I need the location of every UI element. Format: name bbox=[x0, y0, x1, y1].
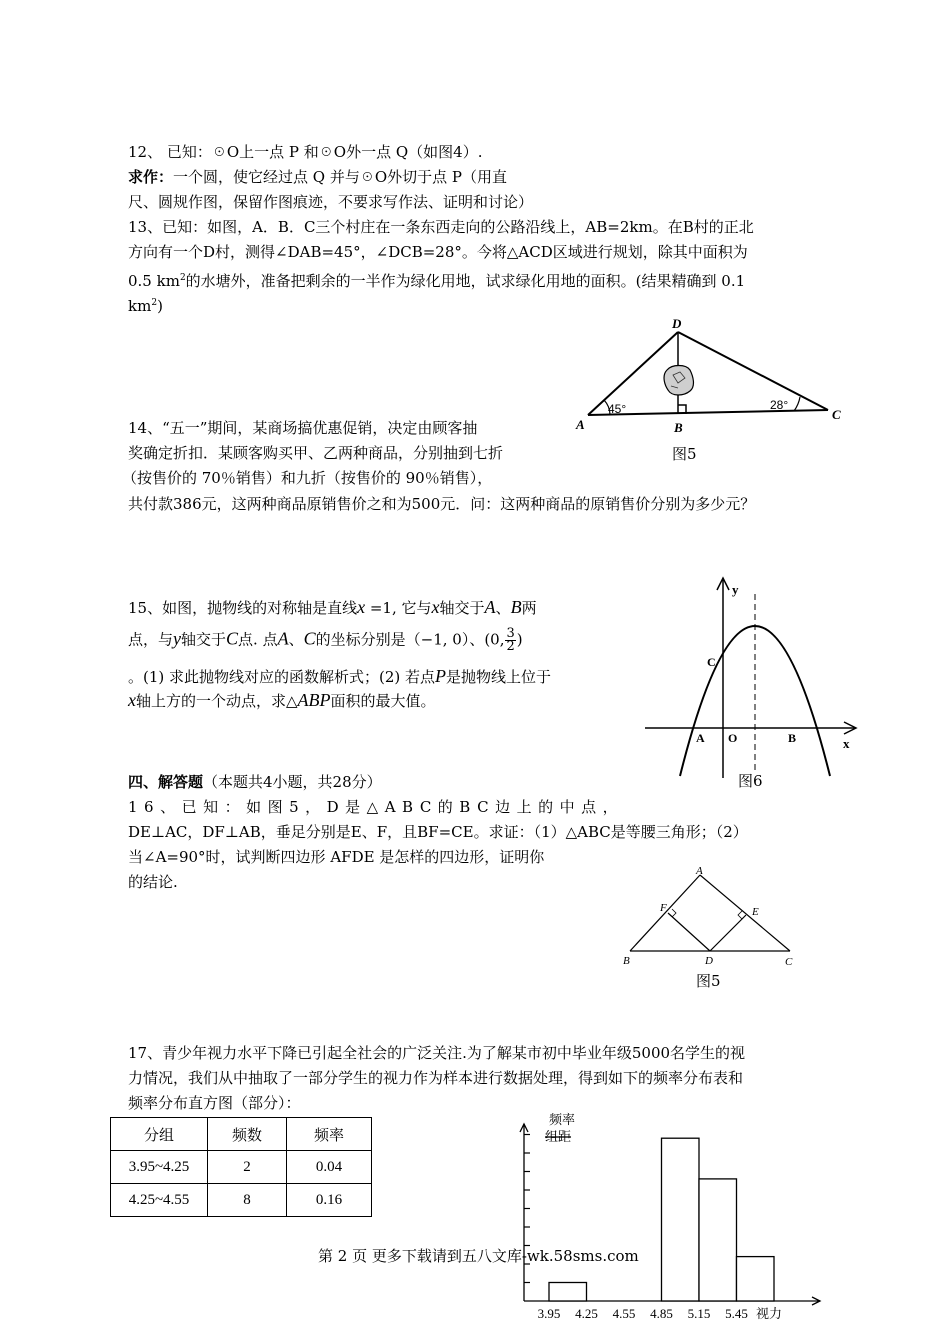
label-C: C bbox=[707, 655, 716, 669]
q15-t8: 点. 点 bbox=[238, 630, 278, 649]
q15-t6: 点，与 bbox=[128, 630, 174, 649]
angle-arc-C bbox=[794, 397, 800, 411]
table-cell: 4.25~4.55 bbox=[111, 1184, 208, 1217]
table-header-cell: 分组 bbox=[111, 1118, 208, 1151]
right-angle-F bbox=[672, 909, 676, 917]
q17-line2: 力情况，我们从中抽取了一部分学生的视力作为样本进行数据处理，得到如下的频率分布表和 bbox=[128, 1069, 744, 1087]
triangle-figure bbox=[572, 312, 852, 436]
label-A: A bbox=[696, 731, 705, 745]
q12-text: 一个圆，使它经过点 Q 并与☉O外切于点 P（用直 bbox=[173, 168, 508, 186]
q16-line2: DE⊥AC，DF⊥AB，垂足分别是E、F，且BF=CE。求证：（1）△ABC是等腰三角形；（2） bbox=[128, 823, 748, 841]
q15-fraction bbox=[505, 628, 515, 653]
q16-line4: 的结论. bbox=[128, 873, 178, 891]
q13-area: 0.5 km bbox=[128, 272, 180, 290]
q15-var-x: x bbox=[357, 597, 366, 617]
label-D: D bbox=[705, 955, 713, 967]
q14-line3: （按售价的 70％销售）和九折（按售价的 90％销售）， bbox=[122, 469, 493, 487]
histogram-bar bbox=[662, 1138, 700, 1301]
q15-var-y: y bbox=[173, 628, 182, 649]
segment-DE bbox=[710, 915, 746, 951]
q14-line1: 14、“五一”期间，某商场搞优惠促销，决定由顾客抽 bbox=[128, 419, 478, 437]
q16-line3: 当∠A=90°时，试判断四边形 AFDE 是怎样的四边形，证明你 bbox=[128, 848, 545, 866]
label-B: B bbox=[623, 955, 630, 967]
q12-label: 求作： bbox=[128, 168, 174, 186]
label-A: A bbox=[696, 865, 703, 877]
label-y: y bbox=[732, 582, 739, 597]
x-axis-label: 视力 bbox=[756, 1306, 783, 1321]
label-D: D bbox=[672, 316, 682, 331]
fig6-caption: 图6 bbox=[738, 772, 763, 790]
q12-line1: 12、 已知：☉O上一点 P 和☉O外一点 Q（如图4）. bbox=[128, 143, 483, 161]
q15-var-x2: x bbox=[431, 597, 440, 617]
label-O: O bbox=[728, 731, 738, 745]
q15-line1 bbox=[128, 597, 537, 618]
q16-line1: 16、已知：如图5，D是△ABC的BC边上的中点， bbox=[128, 798, 625, 816]
q15-eq: =1 bbox=[365, 599, 392, 617]
q12-line2 bbox=[128, 167, 507, 187]
section4-title: 四、解答题 bbox=[128, 773, 204, 791]
q13-text: 的水塘外，准备把剩余的一半作为绿化用地，试求绿化用地的面积。(结果精确到 0.1 bbox=[185, 272, 746, 290]
label-C: C bbox=[785, 956, 793, 968]
q14-line2: 奖确定折扣．某顾客购买甲、乙两种商品，分别抽到七折 bbox=[128, 444, 504, 462]
section4-heading bbox=[128, 772, 382, 792]
q13-sup2: 2 bbox=[151, 298, 158, 308]
table-cell: 0.04 bbox=[287, 1151, 372, 1184]
table-row bbox=[111, 1151, 372, 1184]
label-x: x bbox=[843, 736, 850, 751]
label-F: F bbox=[660, 902, 667, 914]
fraction-numerator: 3 bbox=[506, 626, 515, 641]
table-header-cell: 频率 bbox=[287, 1118, 372, 1151]
q13-line3 bbox=[128, 268, 745, 291]
page-footer: 第 2 页 更多下载请到五八文库-wk.58sms.com bbox=[318, 1247, 639, 1265]
side-DC bbox=[678, 332, 828, 410]
y-axis-label-top: 频率 bbox=[549, 1112, 576, 1127]
right-angle-E bbox=[738, 911, 742, 919]
q15-coords: 的坐标分别是（−1, 0）、(0, bbox=[315, 630, 505, 649]
table-header-row bbox=[111, 1118, 372, 1151]
q12-line3: 尺、圆规作图，保留作图痕迹，不要求写作法、证明和讨论） bbox=[128, 193, 534, 211]
fig5-quad-caption: 图5 bbox=[696, 972, 721, 990]
q15-t4: 、 bbox=[495, 599, 511, 617]
angle-28-label: 28° bbox=[770, 398, 789, 412]
isosceles-figure bbox=[618, 865, 808, 973]
segment-DF bbox=[668, 913, 710, 951]
histogram-bar bbox=[699, 1179, 737, 1301]
q15-var-C2: C bbox=[303, 628, 316, 649]
q14-line4: 共付款386元，这两种商品原销售价之和为500元．问：这两种商品的原销售价分别为多少元？ bbox=[128, 495, 756, 513]
pond-shape bbox=[664, 366, 693, 396]
q17-line1: 17、青少年视力水平下降已引起全社会的广泛关注.为了解某市初中毕业年级5000名学生的视 bbox=[128, 1044, 746, 1062]
label-E: E bbox=[752, 906, 759, 918]
table-row bbox=[111, 1184, 372, 1217]
q15-var-ABP: ABP bbox=[297, 690, 331, 710]
q15-line3 bbox=[128, 666, 551, 687]
angle-45-label: 45° bbox=[608, 402, 627, 416]
table-cell: 8 bbox=[208, 1184, 287, 1217]
table-cell: 3.95~4.25 bbox=[111, 1151, 208, 1184]
section4-note: （本题共4小题，共28分） bbox=[203, 773, 382, 791]
fraction-denominator: 2 bbox=[506, 639, 515, 654]
q13-line4 bbox=[128, 293, 163, 316]
x-tick-label: 4.55 bbox=[612, 1306, 636, 1321]
table-header-cell: 频数 bbox=[208, 1118, 287, 1151]
parabola-figure bbox=[640, 572, 870, 780]
label-C: C bbox=[832, 407, 841, 422]
q13-unit: km bbox=[128, 297, 152, 315]
q15-t12: 是抛物线上位于 bbox=[446, 668, 552, 686]
q15-t5: 两 bbox=[521, 599, 537, 617]
label-A: A bbox=[576, 417, 585, 432]
x-tick-label: 5.45 bbox=[725, 1306, 748, 1321]
q15-t3: 轴交于 bbox=[439, 599, 485, 617]
q13-line1: 13、已知：如图，A．B．C三个村庄在一条东西走向的公路沿线上，AB=2km。在B村的正北 bbox=[128, 218, 754, 236]
q15-t7: 轴交于 bbox=[181, 630, 227, 649]
q13-line2: 方向有一个D村，测得∠DAB=45°，∠DCB=28°。今将△ACD区域进行规划，除其中面积为 bbox=[128, 243, 748, 261]
frequency-table bbox=[110, 1117, 372, 1217]
x-tick-label: 4.85 bbox=[650, 1306, 673, 1321]
histogram-chart bbox=[505, 1100, 845, 1340]
q15-t14: 面积的最大值。 bbox=[330, 692, 436, 710]
y-axis-label-bottom: 组距 bbox=[545, 1129, 572, 1144]
q15-var-x3: x bbox=[128, 690, 136, 710]
q15-line4 bbox=[128, 690, 436, 711]
q15-line2 bbox=[128, 628, 523, 653]
q15-t11: 。(1) 求此抛物线对应的函数解析式；(2) 若点 bbox=[128, 668, 436, 686]
side-AC bbox=[700, 875, 790, 951]
q17-line3: 频率分布直方图（部分）： bbox=[128, 1094, 301, 1112]
q15-var-P: P bbox=[435, 666, 447, 686]
fig5-triangle-caption: 图5 bbox=[672, 445, 697, 463]
x-tick-label: 4.25 bbox=[575, 1306, 598, 1321]
q15-t2: , 它与 bbox=[391, 599, 432, 617]
q15-t9: 、 bbox=[288, 630, 304, 649]
q15-var-A2: A bbox=[277, 628, 289, 649]
q13-close: ) bbox=[157, 297, 163, 315]
x-tick-label: 3.95 bbox=[537, 1306, 561, 1321]
q15-var-B: B bbox=[510, 597, 522, 617]
q15-var-A: A bbox=[484, 597, 496, 617]
q15-var-C: C bbox=[226, 628, 239, 649]
label-B: B bbox=[674, 420, 683, 435]
histogram-bar bbox=[549, 1283, 587, 1302]
table-cell: 0.16 bbox=[287, 1184, 372, 1217]
q15-t1: 15、如图，抛物线的对称轴是直线 bbox=[128, 599, 358, 617]
histogram-bar bbox=[737, 1257, 775, 1301]
q15-t13: 轴上方的一个动点，求△ bbox=[136, 692, 298, 710]
q15-t10: ) bbox=[516, 630, 523, 649]
label-B: B bbox=[788, 731, 797, 745]
x-tick-label: 5.15 bbox=[687, 1306, 711, 1321]
table-cell: 2 bbox=[208, 1151, 287, 1184]
q13-sup: 2 bbox=[179, 273, 186, 283]
